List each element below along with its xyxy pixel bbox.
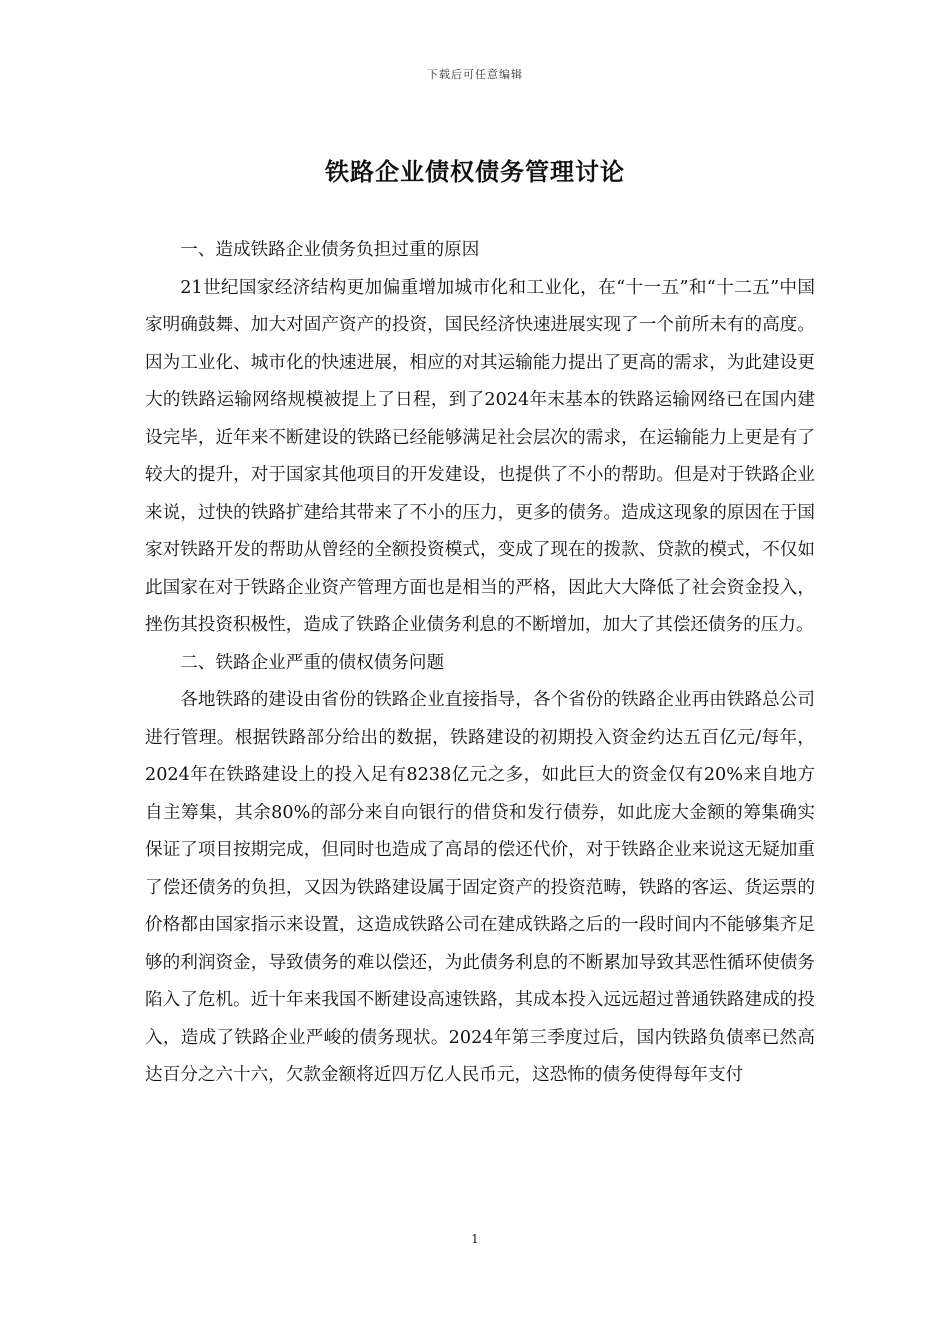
page-number: 1	[471, 1232, 479, 1246]
section-paragraph-2: 各地铁路的建设由省份的铁路企业直接指导，各个省份的铁路企业再由铁路总公司进行管理。根据铁路部分给出的数据，铁路建设的初期投入资金约达五百亿元/每年，2024年在铁路建设上的投入足有8238亿元之多，如此巨大的资金仅有20%来自地方自主筹集，其余80%的部分来自向银行的借贷和发行债券，如此庞大金额的筹集确实保证了项目按期完成，但同时也造成了高昂的偿还代价，对于铁路企业来说这无疑加重了偿还债务的负担，又因为铁路建设属于固定资产的投资范畴，铁路的客运、货运票的价格都由国家指示来设置，这造成铁路公司在建成铁路之后的一段时间内不能够集齐足够的利润资金，导致债务的难以偿还，为此债务利息的不断累加导致其恶性循环使债务陷入了危机。近十年来我国不断建设高速铁路，其成本投入远远超过普通铁路建成的投入，造成了铁路企业严峻的债务现状。2024年第三季度过后，国内铁路负债率已然高达百分之六十六，欠款金额将近四万亿人民币元，这恐怖的债务使得每年支付	[145, 690, 815, 1085]
section-paragraph-1: 21世纪国家经济结构更加偏重增加城市化和工业化，在“十一五”和“十二五”中国家明确鼓舞、加大对固产资产的投资，国民经济快速进展实现了一个前所未有的高度。因为工业化、城市化的快速进展，相应的对其运输能力提出了更高的需求，为此建设更大的铁路运输网络规模被提上了日程，到了2024年末基本的铁路运输网络已在国内建设完毕，近年来不断建设的铁路已经能够满足社会层次的需求，在运输能力上更是有了较大的提升，对于国家其他项目的开发建设，也提供了不小的帮助。但是对于铁路企业来说，过快的铁路扩建给其带来了不小的压力，更多的债务。造成这现象的原因在于国家对铁路开发的帮助从曾经的全额投资模式，变成了现在的拨款、贷款的模式，不仅如此国家在对于铁路企业资产管理方面也是相当的严格，因此大大降低了社会资金投入，挫伤其投资积极性，造成了铁路企业债务利息的不断增加，加大了其偿还债务的压力。	[145, 277, 815, 635]
section-heading-1: 一、造成铁路企业债务负担过重的原因	[180, 240, 480, 260]
document-title: 铁路企业债权债务管理讨论	[325, 157, 625, 186]
section-heading-2: 二、铁路企业严重的债权债务问题	[180, 652, 445, 673]
header-note: 下载后可任意编辑	[427, 68, 523, 81]
document-body	[145, 232, 815, 1095]
